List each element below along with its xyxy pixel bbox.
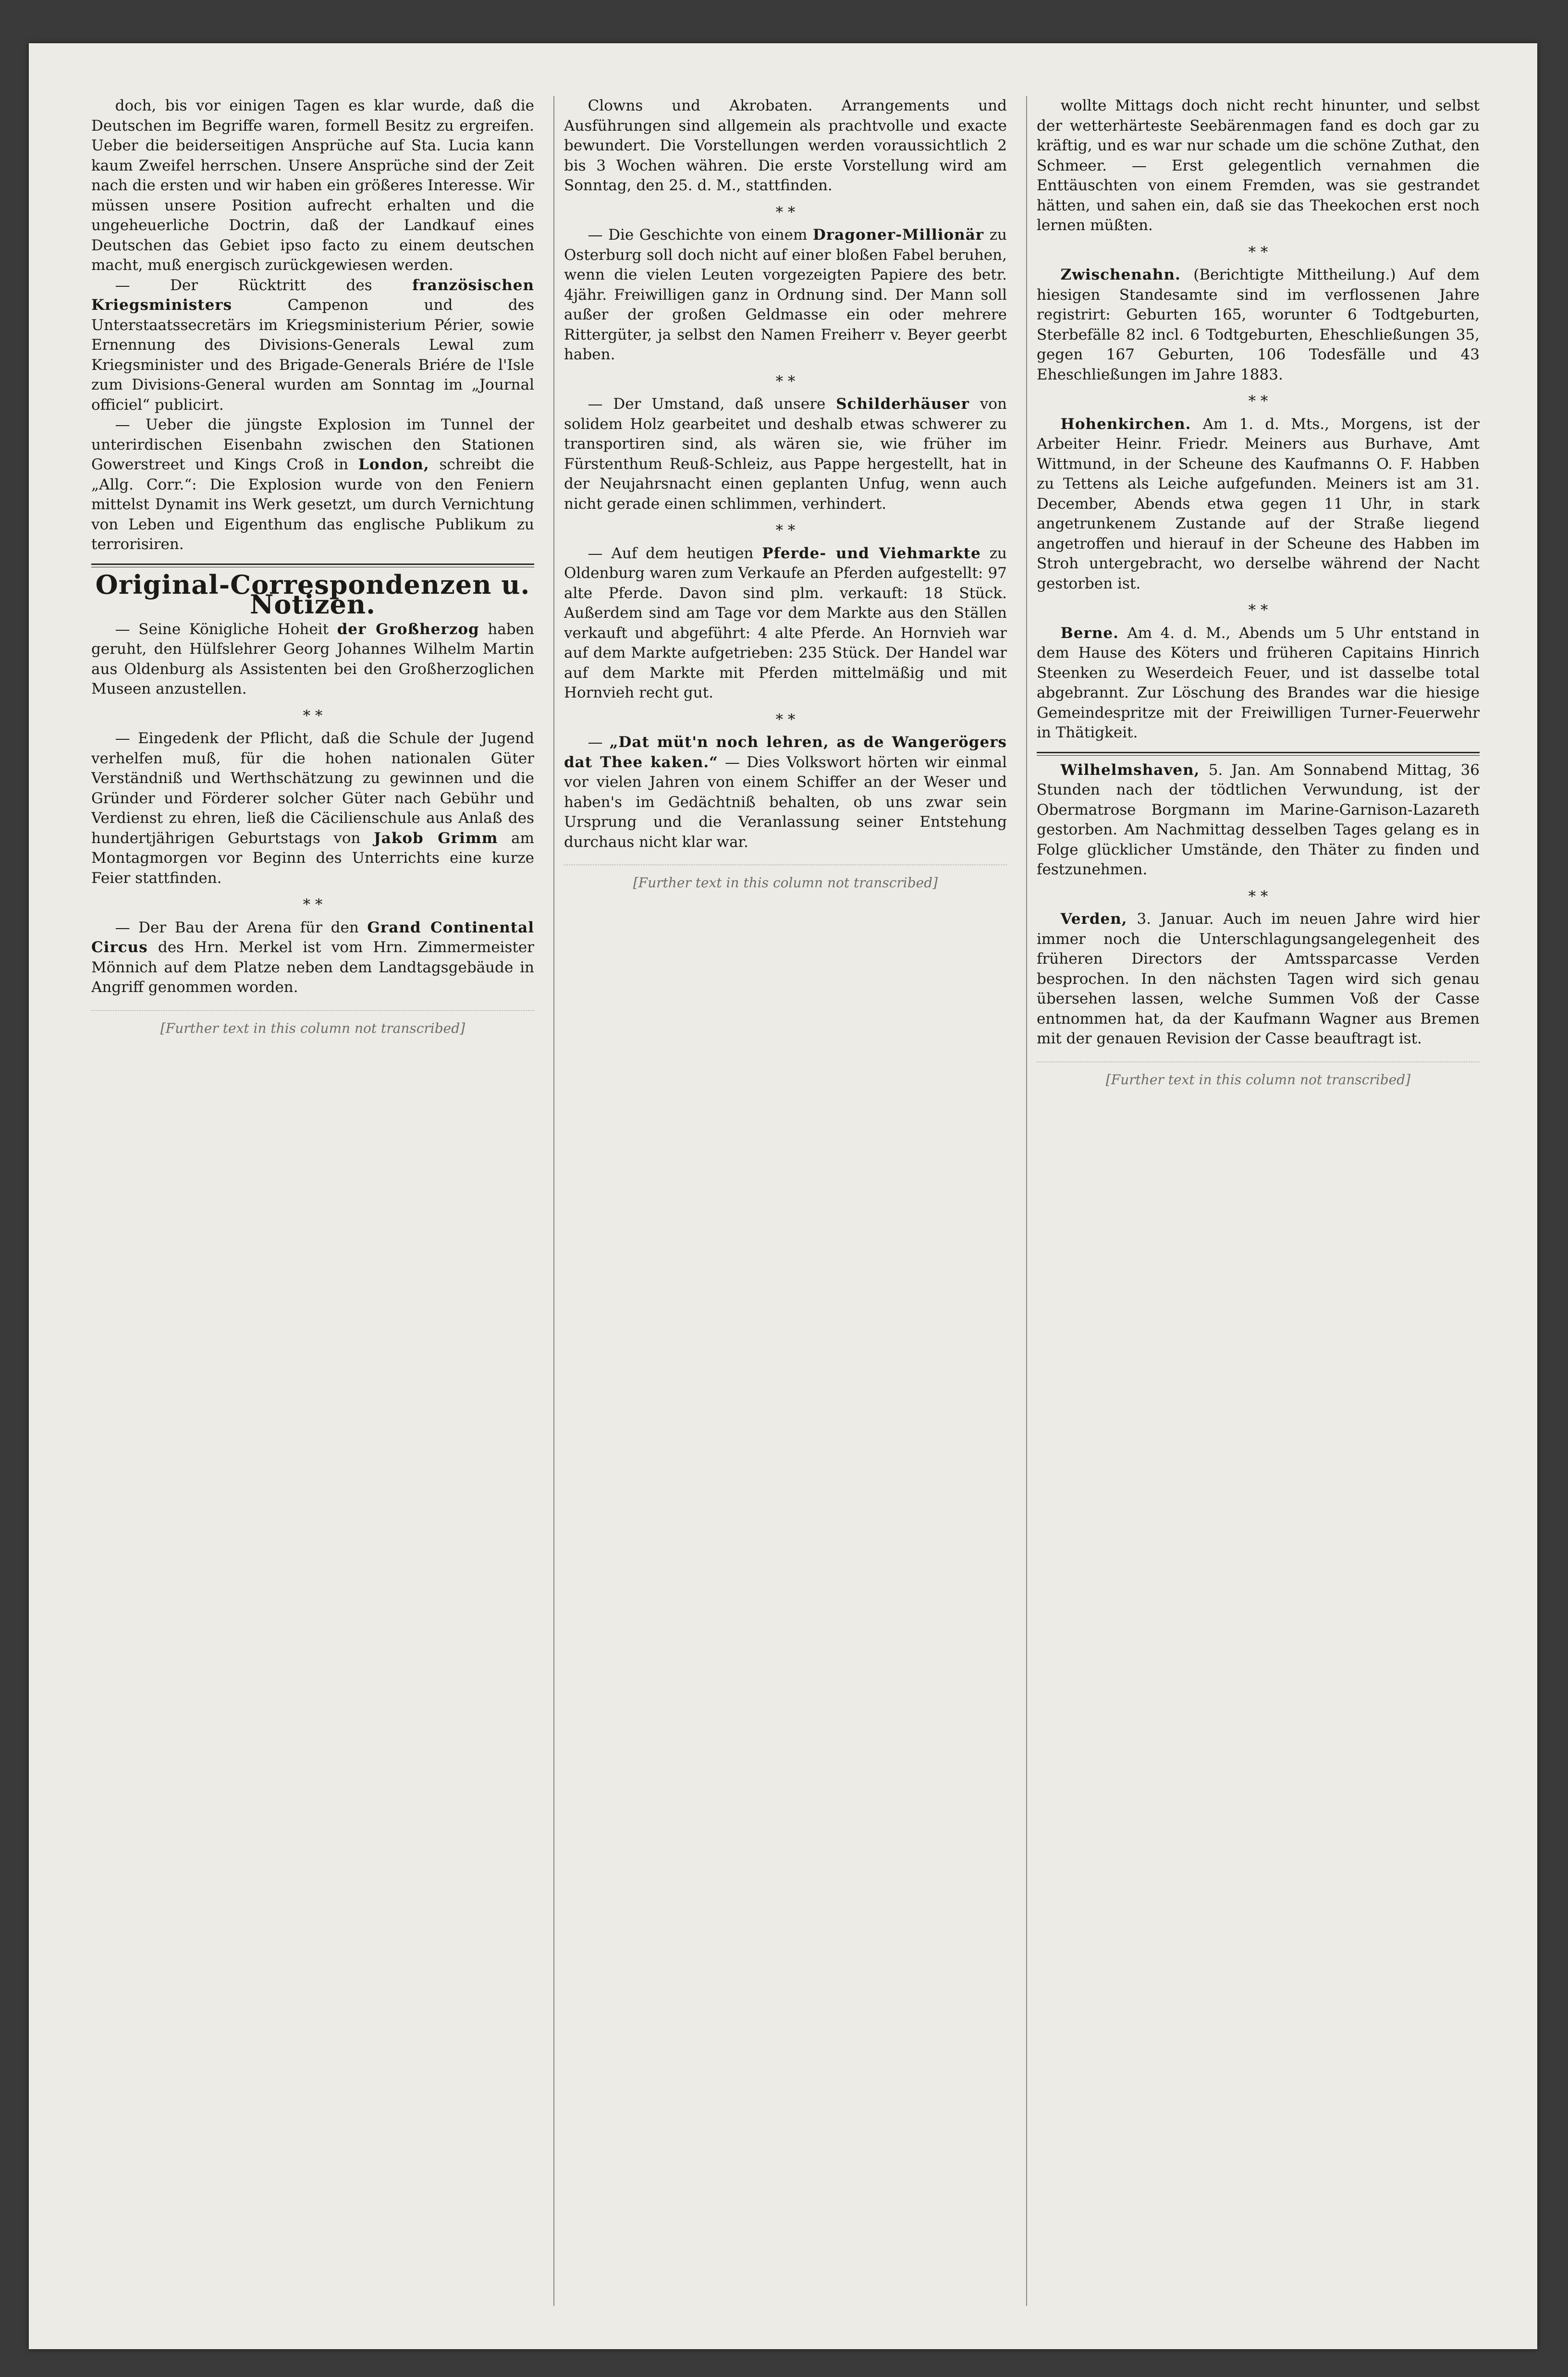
article xyxy=(91,918,534,998)
truncation-note: [Further text in this column not transcribed] xyxy=(564,865,1007,901)
article xyxy=(91,415,534,555)
article-lead: — Die Geschichte von einem xyxy=(588,226,813,244)
article xyxy=(564,733,1007,852)
article-headline: französischen Kriegsministers xyxy=(91,276,534,314)
article-body: 5. Jan. Am Sonnabend Mittag, 36 Stunden nach der tödtlichen Verwundung, ist der Obermatrose Borgmann im Marine-Garnison-Lazareth gestorben. Am Nachmittag desselben Tages gelang es in Folge glücklicher Umstände, den Thäter zu finden und festzunehmen. xyxy=(1037,761,1480,878)
article-separator: * * xyxy=(303,707,323,724)
article-lead: — Ueber die jüngste Explosion im Tunnel der unterirdischen Eisenbahn zwischen den Stationen Gowerstreet und Kings Croß in xyxy=(91,416,534,473)
text-columns xyxy=(91,96,1480,2306)
article-headline: „Dat müt'n noch lehren, as de Wangerögers dat Thee kaken.“ xyxy=(564,734,1007,771)
section-rule xyxy=(1037,752,1480,756)
article xyxy=(1037,624,1480,743)
article-separator: * * xyxy=(775,522,796,539)
article xyxy=(564,394,1007,514)
article-body: Am 4. d. M., Abends um 5 Uhr entstand in dem Hause des Köters und früheren Capitains Hinrich Steenken zu Weserdeich Feuer, und ist dasselbe total abgebrannt. Zur Löschung des Brandes war die hiesige Gemeindespritze mit der Freiwilligen Turner-Feuerwehr in Thätigkeit. xyxy=(1037,624,1480,741)
article-separator: * * xyxy=(1248,243,1268,261)
article-separator: * * xyxy=(775,711,796,728)
newspaper-page xyxy=(29,43,1537,2349)
article-body: am Montagmorgen vor Beginn des Unterrichts eine kurze Feier stattfinden. xyxy=(91,829,534,887)
article-headline: Pferde- und Viehmarkte xyxy=(762,544,981,562)
article-headline: Schilderhäuser xyxy=(836,395,969,413)
article-headline: Berne. xyxy=(1060,624,1119,642)
article-body: haben geruht, den Hülfslehrer Georg Johannes Wilhelm Martin aus Oldenburg als Assistenten bei den Großherzoglichen Museen anzustellen. xyxy=(91,620,534,698)
article xyxy=(564,225,1007,365)
article xyxy=(91,620,534,699)
article xyxy=(1037,909,1480,1049)
article-lead: — Der Rücktritt des xyxy=(115,276,413,294)
article-text: doch, bis vor einigen Tagen es klar wurde, daß die Deutschen im Begriffe waren, formell Besitz zu ergreifen. Ueber die beiderseitigen Ansprüche auf Sta. Lucia kann kaum Zweifel herrschen. Unsere Ansprüche sind der Zeit nach die ersten und wir haben ein größeres Interesse. Wir müssen unsere Position aufrecht erhalten und die ungeheuerliche Doctrin, daß der Landkauf eines Deutschen das Gebiet ipso facto zu einem deutschen macht, muß energisch zurückgewiesen werden. xyxy=(91,97,534,274)
article-headline: London, xyxy=(358,456,429,473)
article-lead: — Der Bau der Arena für den xyxy=(115,919,368,936)
article-separator: * * xyxy=(1248,392,1268,410)
article xyxy=(91,729,534,888)
article-body: — Dies Volkswort hörten wir einmal vor vielen Jahren von einem Schiffer an der Weser und haben's im Gedächtniß behalten, ob uns zwar sein Ursprung und die Veranlassung seiner Entstehung durchaus nicht klar war. xyxy=(564,753,1007,851)
article-separator: * * xyxy=(303,896,323,913)
article-separator: * * xyxy=(775,203,796,221)
article-body: von solidem Holz gearbeitet und deshalb etwas schwerer zu transportiren sind, als wären sie, wie früher im Fürstenthum Reuß-Schleiz, aus Pappe hergestellt, hat in der Neujahrsnacht einen geplanten Unfug, wenn auch nicht gerade einen schlimmen, verhindert. xyxy=(564,395,1007,513)
article-headline: Hohenkirchen. xyxy=(1060,415,1191,433)
article-separator: * * xyxy=(775,372,796,390)
article-separator: * * xyxy=(1248,601,1268,619)
article-body: des Hrn. Merkel ist vom Hrn. Zimmermeister Mönnich auf dem Platze neben dem Landtagsgebäude in Angriff genommen worden. xyxy=(91,939,534,996)
article-text: wollte Mittags doch nicht recht hinunter, und selbst der wetterhärteste Seebärenmagen fand es doch gar zu kräftig, und es war nur schade um die schöne Zuthat, den Schmeer. — Erst gelegentlich vernahmen die Enttäuschten von einem Fremden, was sie gestrandet hätten, und sahen ein, daß sie das Theekochen erst noch lernen müßten. xyxy=(1037,97,1480,234)
article-lead: — Auf dem heutigen xyxy=(588,544,762,562)
truncation-note: [Further text in this column not transcribed] xyxy=(1037,1062,1480,1098)
article-headline: Grand Continental Circus xyxy=(91,919,534,956)
article xyxy=(91,276,534,416)
article-headline: Verden, xyxy=(1060,910,1127,928)
column-3 xyxy=(1026,96,1480,2306)
article-lead: — Eingedenk der Pflicht, daß die Schule der Jugend verhelfen muß, für die hohen nationalen Güter Verständniß und Werthschätzung zu gewinnen und die Gründer und Förderer solcher Güter nach Gebühr und Verdienst zu ehren, ließ die Cäcilienschule aus Anlaß des hundertjährigen Geburtstags von xyxy=(91,730,534,847)
article-headline: Zwischenahn. xyxy=(1060,266,1181,283)
section-rule xyxy=(91,564,534,567)
article-lead: — xyxy=(588,734,610,751)
column-1 xyxy=(91,96,534,2306)
article xyxy=(1037,415,1480,594)
article-body: schreibt die „Allg. Corr.“: Die Explosion wurde von den Feniern mittelst Dynamit ins Werk gesetzt, um durch Vernichtung von Leben und Eigenthum das englische Publikum zu terrorisiren. xyxy=(91,456,534,553)
article-headline: der Großherzog xyxy=(337,620,479,638)
section-heading: Original-Correspondenzen u. Notizen. xyxy=(95,569,530,620)
article-text: Clowns und Akrobaten. Arrangements und Ausführungen sind allgemein als prachtvolle und exacte bewundert. Die Vorstellungen werden voraussichtlich 2 bis 3 Wochen währen. Die erste Vorstellung wird am Sonntag, den 25. d. M., stattfinden. xyxy=(564,97,1007,194)
article xyxy=(1037,760,1480,880)
article xyxy=(1037,265,1480,385)
article-body: zu Oldenburg waren zum Verkaufe an Pferden aufgestellt: 97 alte Pferde. Davon sind plm. verkauft: 18 Stück. Außerdem sind am Tage vor dem Markte aus den Ställen verkauft und abgeführt: 4 alte Pferde. An Hornvieh war auf dem Markte aufgetrieben: 235 Stück. Der Handel war auf dem Markte mit Pferden mittelmäßig und mit Hornvieh recht gut. xyxy=(564,544,1007,701)
article-separator: * * xyxy=(1248,887,1268,905)
article-lead: — Seine Königliche Hoheit xyxy=(115,620,337,638)
article-headline: Jakob Grimm xyxy=(374,829,498,847)
article-headline: Dragoner-Millionär xyxy=(812,226,984,244)
truncation-note: [Further text in this column not transcribed] xyxy=(91,1010,534,1046)
article xyxy=(564,544,1007,703)
article-body: Campenon und des Unterstaatssecretärs im Kriegsministerium Périer, sowie Ernennung des Divisions-Generals Lewal zum Kriegsminister und des Brigade-Generals Briére de l'Isle zum Divisions-General wurden am Sonntag im „Journal officiel“ publicirt. xyxy=(91,296,534,414)
column-2 xyxy=(553,96,1007,2306)
article-headline: Wilhelmshaven, xyxy=(1060,761,1200,779)
article-body: 3. Januar. Auch im neuen Jahre wird hier immer noch die Unterschlagungsangelegenheit des früheren Directors der Amtssparcasse Verden besprochen. In den nächsten Tagen wird sich genau übersehen lassen, welche Summen Voß der Casse entnommen hat, da der Kaufmann Wagner aus Bremen mit der genauen Revision der Casse beauftragt ist. xyxy=(1037,910,1480,1047)
article-body: (Berichtigte Mittheilung.) Auf dem hiesigen Standesamte sind im verflossenen Jahre registrirt: Geburten 165, worunter 6 Todtgeburten, Sterbefälle 82 incl. 6 Todtgeburten, Eheschließungen 35, gegen 167 Geburten, 106 Todesfälle und 43 Eheschließungen im Jahre 1883. xyxy=(1037,266,1480,383)
article-lead: — Der Umstand, daß unsere xyxy=(588,395,836,413)
article-body: zu Osterburg soll doch nicht auf einer bloßen Fabel beruhen, wenn die vielen Leuten vorgezeigten Papiere des betr. 4jähr. Freiwilligen ganz in Ordnung sind. Der Mann soll außer der großen Geldmasse ein oder mehrere Rittergüter, ja selbst den Namen Freiherr v. Beyer geerbt haben. xyxy=(564,226,1007,363)
article-body: Am 1. d. Mts., Morgens, ist der Arbeiter Heinr. Friedr. Meiners aus Burhave, Amt Wittmund, in der Scheune des Kaufmanns O. F. Habben zu Tettens als Leiche aufgefunden. Meiners ist am 31. December, Abends etwa gegen 11 Uhr, in stark angetrunkenem Zustande auf der Straße liegend angetroffen und hierauf in der Scheune des Habben im Stroh untergebracht, wo derselbe während der Nacht gestorben ist. xyxy=(1037,415,1480,592)
